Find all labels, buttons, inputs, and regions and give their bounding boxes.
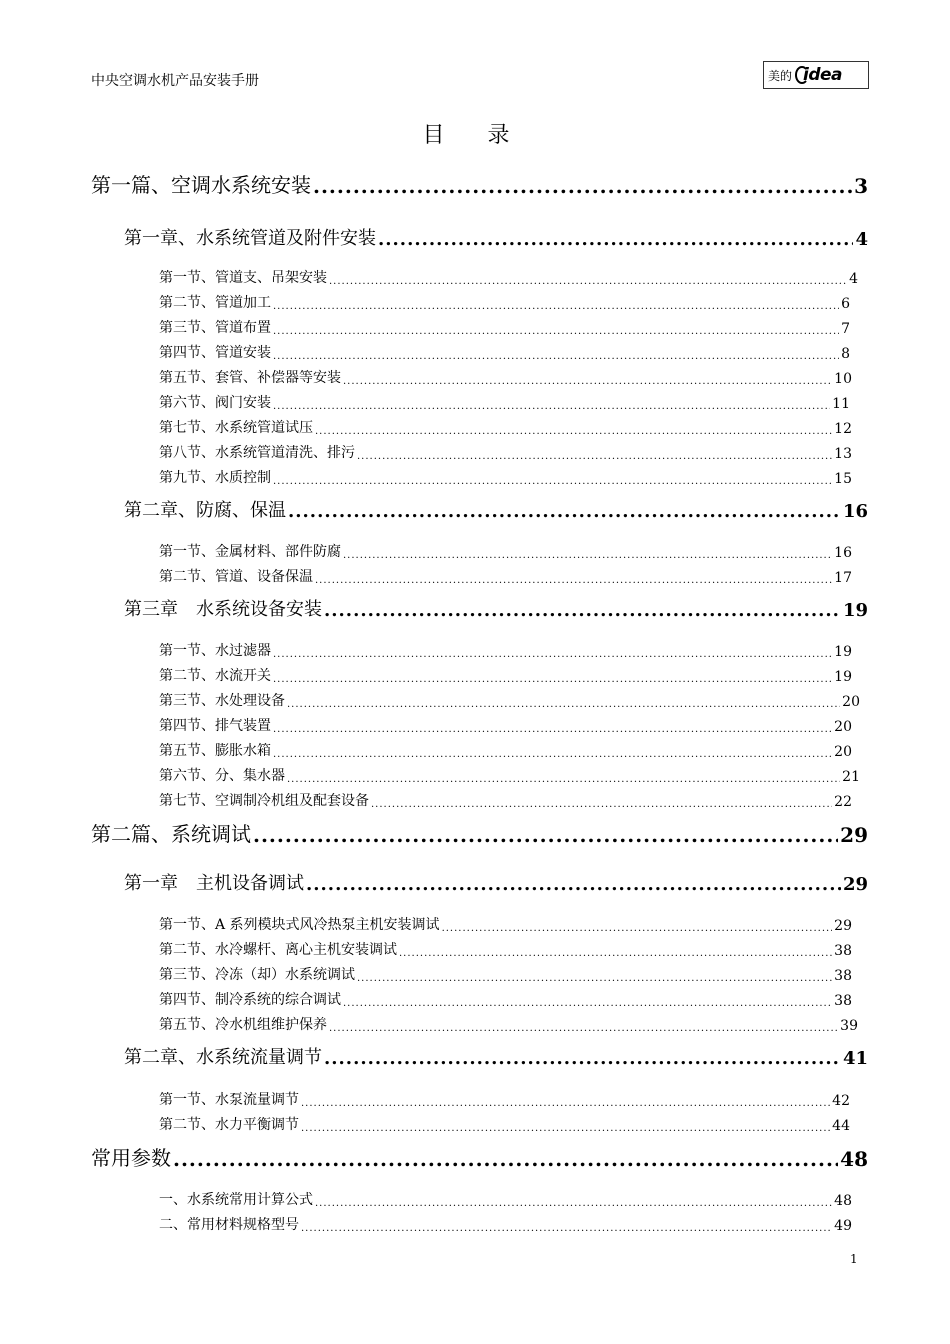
- toc-entry[interactable]: 第二节、水力平衡调节 ..... 44: [159, 1116, 850, 1134]
- toc-entry[interactable]: 第三节、管道布置 ..... 7: [159, 319, 850, 337]
- toc-entry[interactable]: 第五节、膨胀水箱 ..... 20: [159, 742, 852, 760]
- toc-title: 目 录: [422, 123, 528, 148]
- toc-entry[interactable]: 第一节、水过滤器 ..... 19: [159, 642, 852, 660]
- toc-entry[interactable]: 第四节、排气装置 ..... 20: [159, 717, 852, 735]
- toc-entry[interactable]: 第一节、金属材料、部件防腐 ..... 16: [159, 543, 852, 561]
- toc-entry[interactable]: 第三节、水处理设备 ..... 20: [159, 692, 860, 710]
- toc-entry[interactable]: 第九节、水质控制 ..... 15: [159, 469, 852, 487]
- toc-entry[interactable]: 第四节、制冷系统的综合调试 ..... 38: [159, 991, 852, 1009]
- toc-entry[interactable]: 第六节、阀门安装 ..... 11: [159, 394, 850, 412]
- toc-entry[interactable]: 第一篇、空调水系统安装 ..... 3: [91, 172, 868, 198]
- toc-entry[interactable]: 第六节、分、集水器 ..... 21: [159, 767, 860, 785]
- toc-entry[interactable]: 第七节、水系统管道试压 ..... 12: [159, 419, 852, 437]
- header-title: 中央空调水机产品安装手册: [91, 73, 259, 89]
- toc-entry[interactable]: 第三章 水系统设备安装 ..... 19: [124, 597, 868, 621]
- toc-entry[interactable]: 第三节、冷冻（却）水系统调试 ..... 38: [159, 966, 852, 984]
- toc-entry[interactable]: 第一节、A 系列模块式风冷热泵主机安装调试 ..... 29: [159, 916, 852, 934]
- page-number: 1: [850, 1252, 858, 1266]
- logo-en-text: idea: [803, 65, 843, 85]
- toc-entry[interactable]: 第二节、管道加工 ..... 6: [159, 294, 850, 312]
- toc-entry[interactable]: 第五节、套管、补偿器等安装 ..... 10: [159, 369, 852, 387]
- toc-entry[interactable]: 第四节、管道安装 ..... 8: [159, 344, 850, 362]
- toc-entry[interactable]: 第八节、水系统管道清洗、排污 ..... 13: [159, 444, 852, 462]
- toc-entry[interactable]: 第二章、水系统流量调节 ..... 41: [124, 1045, 868, 1069]
- toc-entry[interactable]: 第一节、水泵流量调节 ..... 42: [159, 1091, 850, 1109]
- toc-entry[interactable]: 第七节、空调制冷机组及配套设备 ..... 22: [159, 792, 852, 810]
- toc-entry[interactable]: 第二章、防腐、保温 ..... 16: [124, 498, 868, 522]
- toc-entry[interactable]: 第一章 主机设备调试 ..... 29: [124, 871, 868, 895]
- toc-entry[interactable]: 常用参数 ..... 48: [91, 1145, 868, 1171]
- toc-entry[interactable]: 第二节、管道、设备保温 ..... 17: [159, 568, 852, 586]
- logo-cn-text: 美的: [768, 68, 793, 83]
- toc-entry[interactable]: 第一章、水系统管道及附件安装 ..... 4: [124, 226, 868, 250]
- midea-logo: [763, 61, 869, 89]
- toc-entry[interactable]: 第二篇、系统调试 ..... 29: [91, 821, 868, 847]
- toc-entry[interactable]: 二、常用材料规格型号 ..... 49: [159, 1216, 852, 1234]
- toc-entry[interactable]: 第五节、冷水机组维护保养 ..... 39: [159, 1016, 858, 1034]
- toc-entry[interactable]: 第一节、管道支、吊架安装 ..... 4: [159, 269, 858, 287]
- toc-entry[interactable]: 第二节、水流开关 ..... 19: [159, 667, 852, 685]
- toc-entry[interactable]: 第二节、水冷螺杆、离心主机安装调试 ..... 38: [159, 941, 852, 959]
- toc-entry[interactable]: 一、水系统常用计算公式 ..... 48: [159, 1191, 852, 1209]
